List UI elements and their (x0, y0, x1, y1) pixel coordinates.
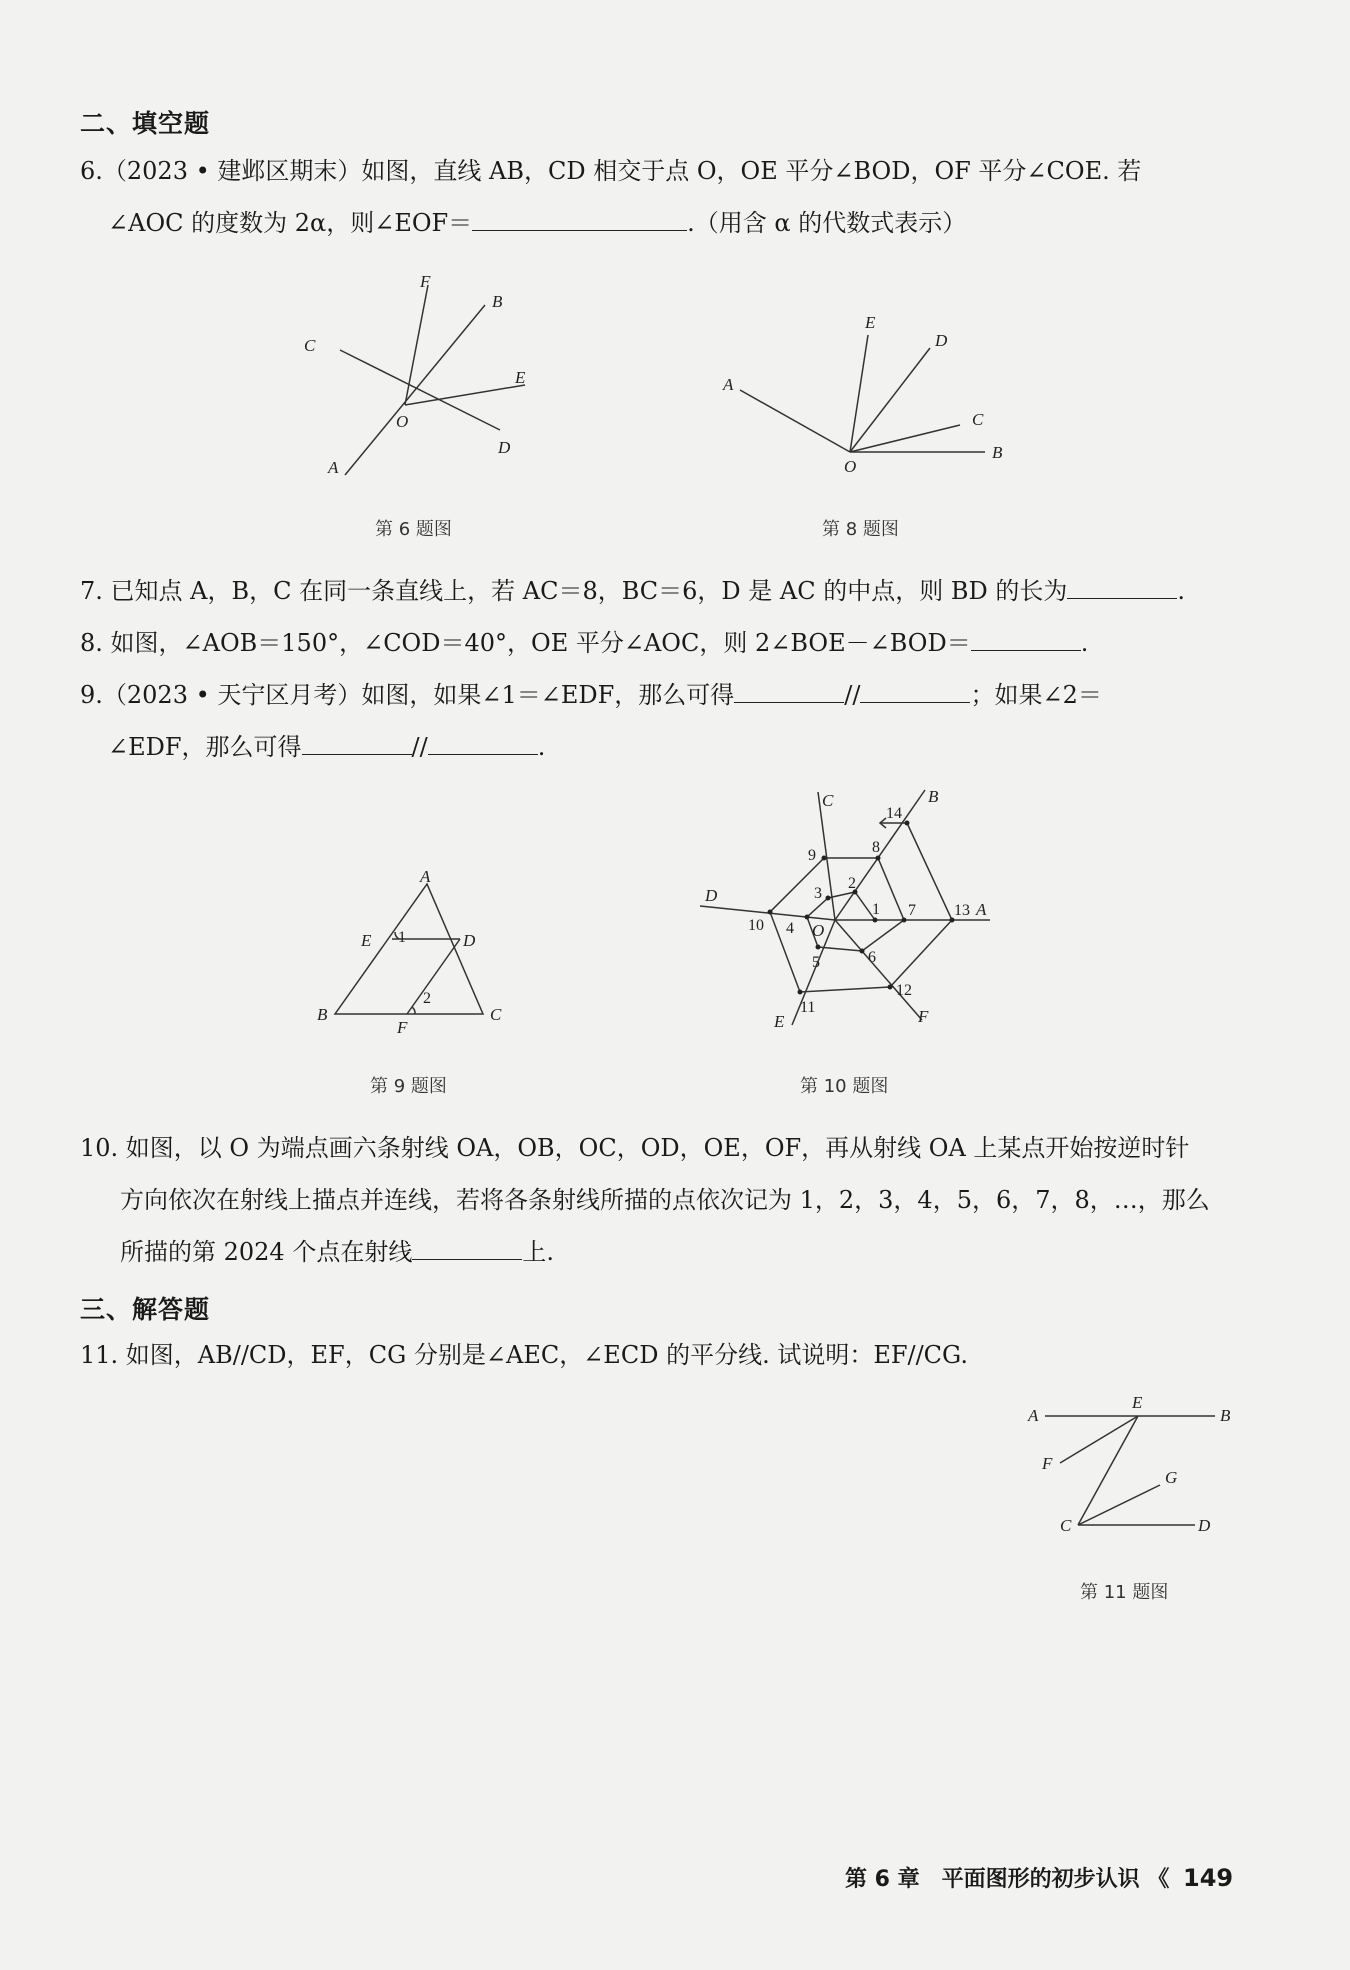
fig9-label-A: A (420, 867, 431, 886)
question-6-line-1: 6.（2023 • 建邺区期末）如图，直线 AB，CD 相交于点 O，OE 平分∠BOD，OF 平分∠COE. 若 (80, 157, 1142, 185)
point-14 (905, 821, 910, 826)
point-5 (816, 945, 821, 950)
fig6-label-F: F (420, 272, 431, 291)
point-6 (860, 949, 865, 954)
point-12 (888, 985, 893, 990)
figure-8-diagram (720, 310, 1020, 480)
ray-OB (835, 790, 925, 920)
answer-blank-9a[interactable] (734, 680, 844, 703)
question-9-text-a: 9.（2023 • 天宁区月考）如图，如果∠1＝∠EDF，那么可得 (80, 681, 735, 709)
line-CD (340, 350, 500, 430)
ray-OE (850, 335, 868, 452)
fig11-label-D: D (1198, 1516, 1211, 1535)
fig8-label-C: C (972, 410, 984, 429)
fig10-label-14: 14 (886, 805, 902, 822)
spiral-path (770, 823, 952, 992)
figure-6-caption: 第 6 题图 (375, 519, 452, 540)
figure-10-caption: 第 10 题图 (800, 1076, 889, 1097)
answer-blank-8[interactable] (971, 628, 1081, 651)
question-10-text-b: 上. (522, 1238, 554, 1266)
ray-OE (405, 385, 525, 405)
question-9-line-1 (80, 680, 1102, 710)
fig10-label-O: O (812, 921, 825, 940)
ray-OF (835, 920, 922, 1020)
fig8-label-D: D (935, 331, 948, 350)
fig9-label-1: 1 (398, 929, 406, 946)
answer-blank-9b[interactable] (860, 680, 970, 703)
fig11-label-A: A (1028, 1406, 1039, 1425)
question-6-line-2 (108, 208, 966, 238)
question-9-text-b: ；如果∠2＝ (970, 681, 1102, 709)
fig9-label-D: D (463, 931, 476, 950)
fig9-label-B: B (317, 1005, 328, 1024)
ray-OD (700, 906, 835, 920)
fig11-label-E: E (1132, 1393, 1143, 1412)
ray-OD (850, 348, 930, 452)
fig10-label-B: B (928, 787, 939, 806)
fig9-label-F: F (397, 1018, 408, 1037)
fig10-label-11: 11 (800, 999, 816, 1016)
point-1 (873, 918, 878, 923)
answer-blank-10[interactable] (412, 1237, 522, 1260)
question-8-end: . (1080, 629, 1089, 657)
fig6-label-D: D (498, 438, 511, 457)
fig10-label-7: 7 (908, 902, 916, 919)
question-11-line: 11. 如图，AB//CD，EF，CG 分别是∠AEC，∠ECD 的平分线. 试说明：EF//CG. (80, 1341, 968, 1369)
answer-blank-6[interactable] (472, 208, 687, 231)
figure-8-caption: 第 8 题图 (822, 519, 899, 540)
figure-9-diagram (315, 868, 515, 1038)
point-4 (805, 915, 810, 920)
page-number: 149 (1183, 1864, 1234, 1892)
segment-DF (407, 939, 460, 1014)
fig10-label-2: 2 (848, 875, 856, 892)
fig10-label-13: 13 (954, 902, 970, 919)
point-3 (826, 896, 831, 901)
double-chevron-icon: 《 (1147, 1867, 1170, 1892)
fig11-label-G: G (1165, 1468, 1178, 1487)
question-9-line-2 (108, 732, 545, 762)
fig8-label-A: A (723, 375, 734, 394)
fig10-label-4: 4 (786, 920, 794, 937)
question-6-text-b: .（用含 α 的代数式表示） (687, 209, 967, 237)
question-9-text-c: ∠EDF，那么可得 (108, 733, 302, 761)
fig10-label-F: F (918, 1007, 929, 1026)
triangle-ABC (335, 884, 483, 1014)
section-heading-solve: 三、解答题 (80, 1295, 211, 1324)
question-9-end: . (537, 733, 546, 761)
fig6-label-B: B (492, 292, 503, 311)
fig11-label-B: B (1220, 1406, 1231, 1425)
question-10-line-3 (120, 1237, 554, 1267)
fig10-label-1: 1 (872, 901, 880, 918)
question-7-line (80, 576, 1185, 606)
segment-EF (1060, 1416, 1138, 1463)
segment-CG (1078, 1485, 1160, 1525)
figure-11-caption: 第 11 题图 (1080, 1582, 1169, 1603)
fig10-label-3: 3 (814, 885, 822, 902)
fig10-label-12: 12 (896, 982, 912, 999)
fig11-label-C: C (1060, 1516, 1072, 1535)
point-11 (798, 990, 803, 995)
fig6-label-A: A (328, 458, 339, 477)
fig10-label-9: 9 (808, 847, 816, 864)
fig8-label-O: O (844, 457, 857, 476)
fig9-label-E: E (361, 931, 372, 950)
point-9 (822, 856, 827, 861)
line-AB (345, 305, 485, 475)
fig9-label-C: C (490, 1005, 502, 1024)
ray-OA (740, 390, 850, 452)
answer-blank-9d[interactable] (428, 732, 538, 755)
fig10-label-A: A (976, 900, 987, 919)
figure-9-caption: 第 9 题图 (370, 1076, 447, 1097)
fig9-label-2: 2 (423, 990, 431, 1007)
fig10-label-C: C (822, 791, 834, 810)
point-7 (902, 918, 907, 923)
section-heading-fill-blank: 二、填空题 (80, 109, 211, 138)
parallel-symbol: // (844, 681, 861, 709)
figure-11-diagram (1020, 1395, 1240, 1545)
parallel-symbol-2: // (411, 733, 428, 761)
question-10-line-2: 方向依次在射线上描点并连线，若将各条射线所描的点依次记为 1，2，3，4，5，6，7，8，…，那么 (120, 1186, 1210, 1214)
fig8-label-E: E (865, 313, 876, 332)
fig8-label-B: B (992, 443, 1003, 462)
segment-EC (1078, 1416, 1138, 1525)
ray-OC (850, 425, 960, 452)
answer-blank-7[interactable] (1067, 576, 1177, 599)
question-6-text-a: ∠AOC 的度数为 2α，则∠EOF＝ (108, 209, 473, 237)
point-10 (768, 910, 773, 915)
question-8-text: 8. 如图，∠AOB＝150°，∠COD＝40°，OE 平分∠AOC，则 2∠BOE－∠BOD＝ (80, 629, 971, 657)
question-10-line-1: 10. 如图，以 O 为端点画六条射线 OA，OB，OC，OD，OE，OF，再从射线 OA 上某点开始按逆时针 (80, 1134, 1190, 1162)
fig6-label-O: O (396, 412, 409, 431)
figure-10-diagram (700, 787, 1000, 1040)
fig10-label-8: 8 (872, 839, 880, 856)
fig6-label-C: C (304, 336, 316, 355)
fig10-label-D: D (705, 886, 718, 905)
point-8 (876, 856, 881, 861)
question-10-text-a: 所描的第 2024 个点在射线 (120, 1238, 413, 1266)
figure-6-diagram (300, 272, 560, 485)
fig10-label-10: 10 (748, 917, 764, 934)
fig11-label-F: F (1042, 1454, 1053, 1473)
question-7-end: . (1177, 577, 1186, 605)
question-7-text: 7. 已知点 A，B，C 在同一条直线上，若 AC＝8，BC＝6，D 是 AC 的中点，则 BD 的长为 (80, 577, 1068, 605)
fig10-label-E: E (774, 1012, 785, 1031)
fig10-label-5: 5 (812, 954, 820, 971)
fig6-label-E: E (515, 368, 526, 387)
answer-blank-9c[interactable] (302, 732, 412, 755)
question-8-line (80, 628, 1088, 658)
page-footer (845, 1862, 1233, 1893)
fig10-label-6: 6 (868, 949, 876, 966)
angle-2-arc (412, 1007, 415, 1014)
chapter-title: 第 6 章 平面图形的初步认识 (845, 1867, 1140, 1892)
